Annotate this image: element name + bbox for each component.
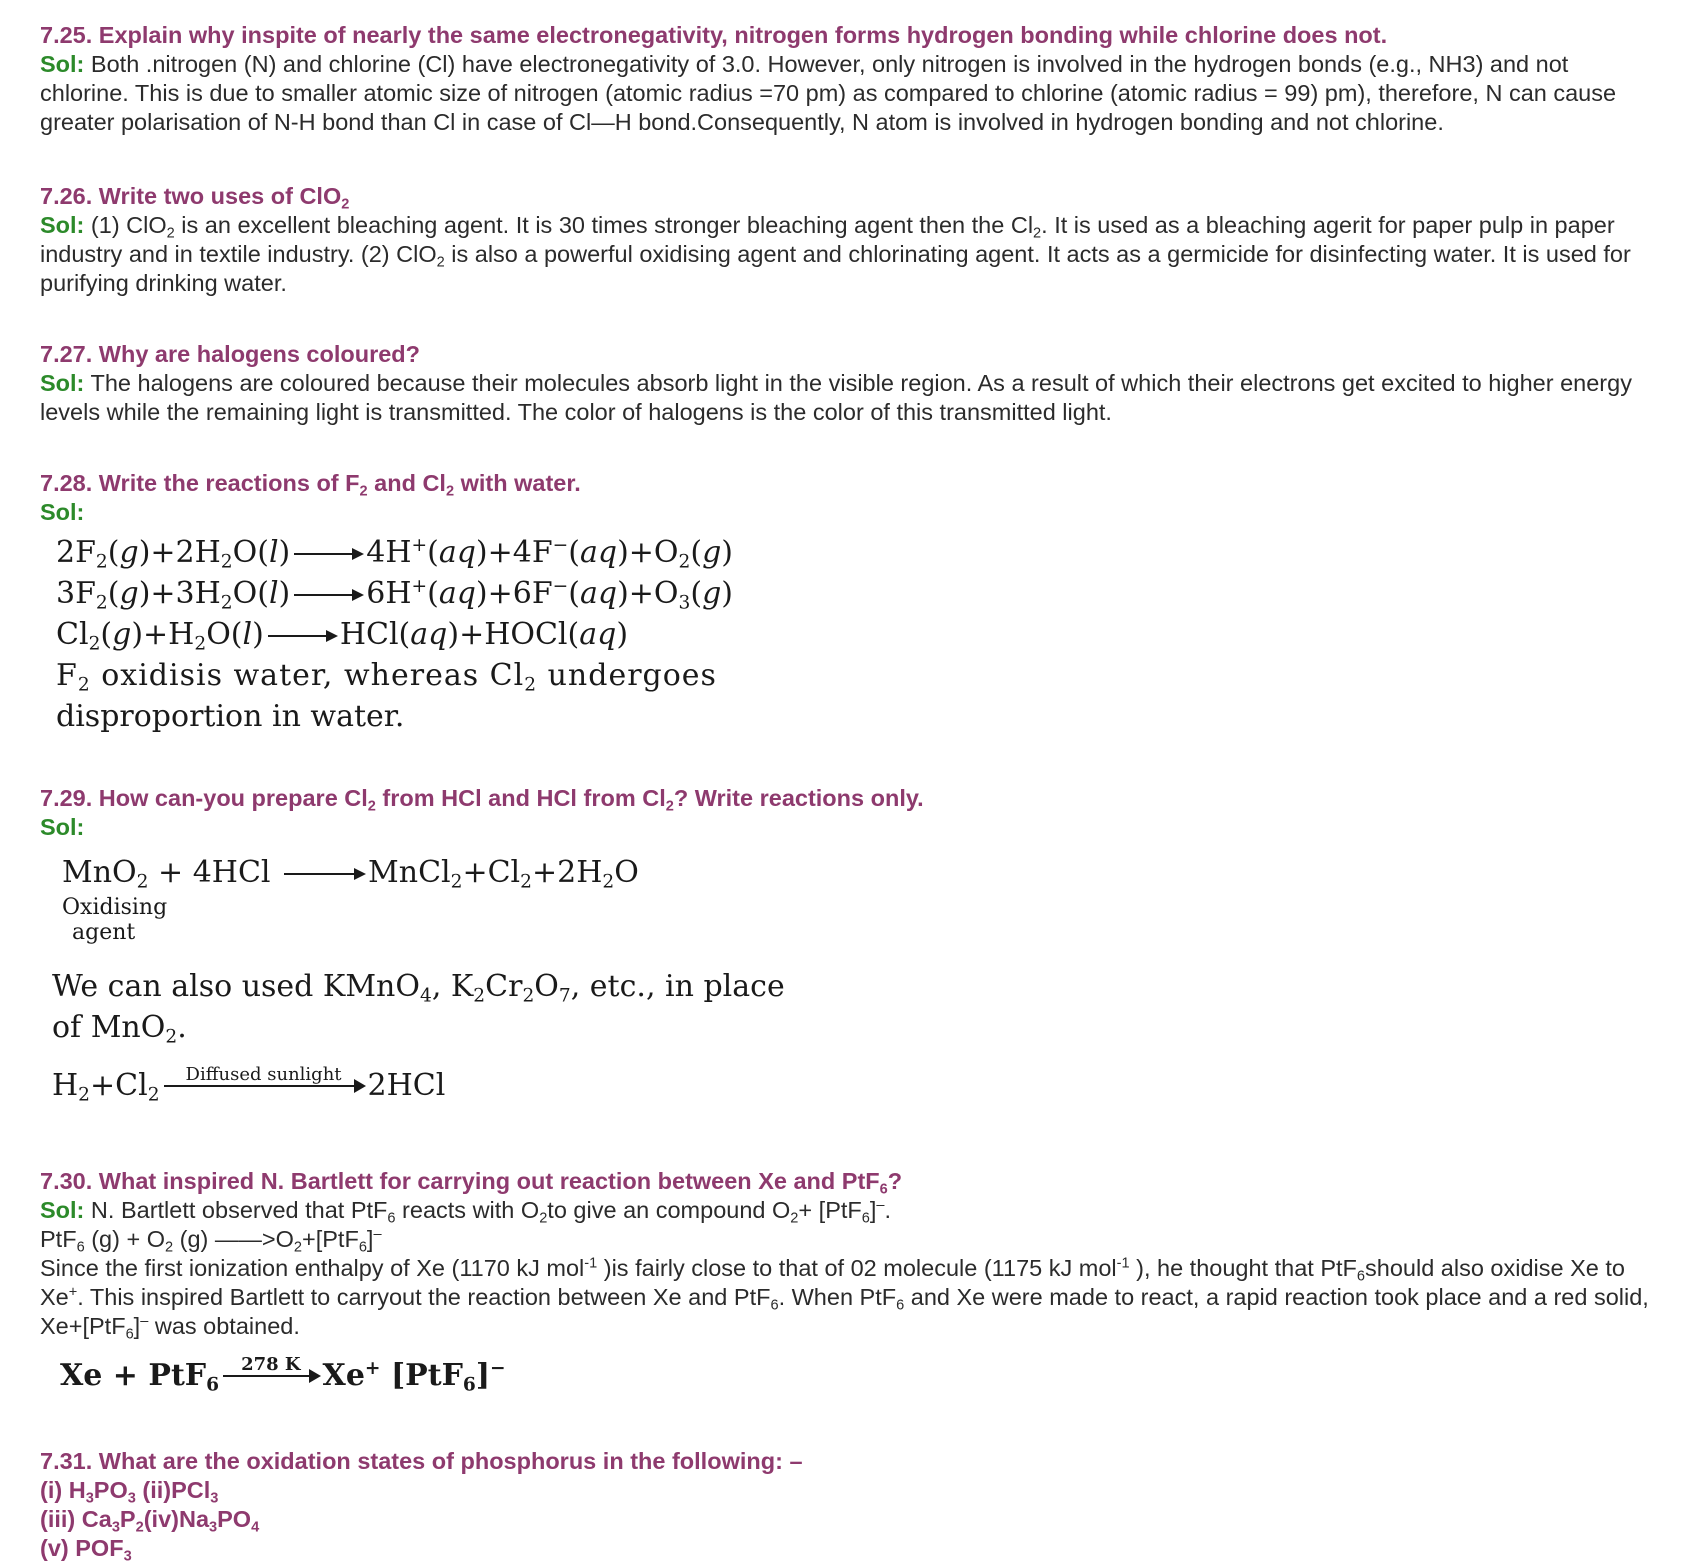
alt-line-1: We can also used KMnO$_4$, $K_2Cr_2O_7$, etc., in place [52,969,785,1007]
alt-line-2: of MnO$_2$. [52,1010,187,1048]
answer-text: Sol: The halogens are coloured because their molecules absorb light in the visible region. As a result of which their electrons get excited to higher energy levels while the remaining light is transmitted. The color of halogens is the color of this transmitted light. [40,370,1632,425]
question-7-27 [40,340,1660,427]
compounds-line-2: (iii) $Ca_3P_2(iv)Na_3PO_4$ [40,1506,260,1536]
question-title: 7.29. How can-you prepare $Cl_2$ from HCl and HCl from $Cl_2$? Write reactions only. [40,785,924,815]
reaction-h2-cl2 [52,1065,445,1106]
question-title: 7.26. Write two uses of ClO$_2$ [40,183,350,213]
answer-paragraph: Since the first ionization enthalpy of Xe (1170 kJ mol$^{-1}$ )is fairly close to that of 02 molecule (1175 kJ mol$^{-1}$ ), he thought that PtF$_6$should also oxidise Xe to Xe+. This inspired Bartlett to carryout the reaction between Xe and PtF$_6$. When PtF$_6$ and Xe were made to react, a rapid reaction took place and a red solid, Xe+[PtF$_6$]– was obtained. [40,1255,1649,1343]
question-7-25 [40,21,1660,137]
equation-1: $2F_2(g)+2H_2O(l)$ $4H^+(aq)+4F^-(aq)+O_2(g)$ [56,534,734,573]
compounds-line-1: (i) $H_3PO_3$ (ii)PCl$_3$ [40,1477,219,1507]
arrow-condition: 278 K [241,1354,301,1375]
sol-label: Sol: [40,212,85,238]
sol-label: Sol: [40,499,85,525]
sol-label: Sol: [40,370,85,396]
question-title: 7.27. Why are halogens coloured? [40,341,421,367]
equation-hcl: $H_2+Cl_2$ Diffused sunlight 2HCl [52,1064,446,1106]
reaction-mno2-hcl [62,852,639,945]
note-line-1: $F_2$ oxidisis water, whereas $Cl_2$ undergoes [56,658,717,696]
question-title: 7.28. Write the reactions of $F_2$ and $Cl_2$ with water. [40,470,581,500]
answer-text: Sol: (1) ClO$_2$ is an excellent bleaching agent. It is 30 times stronger bleaching agent then the $Cl_2$. It is used as a bleaching agerit for paper pulp in paper industry and in textile industry. (2) ClO$_2$ is also a powerful oxidising agent and chlorinating agent. It acts as a germicide for disinfecting water. It is used for purifying drinking water. [40,212,1631,296]
question-7-29 [40,784,1660,842]
answer-line-2: PtF$_6$ $(g) + O_2$ (g) $——>O_2+[PtF_6]^-$ [40,1226,382,1256]
question-7-31 [40,1447,1660,1563]
arrow-condition: Diffused sunlight [185,1064,342,1085]
answer-line-1: Sol: N. Bartlett observed that PtF$_6$ reacts with $O_2to$ give an compound $O_2+ [PtF_6]^-$. [40,1197,892,1227]
question-title: 7.30. What inspired N. Bartlett for carrying out reaction between Xe and PtF$_6$? [40,1168,903,1198]
equation-2: $3F_2(g)+3H_2O(l)$ $6H^+(aq)+6F^-(aq)+O_3(g)$ [56,575,734,614]
answer-text: Sol: Both .nitrogen (N) and chlorine (Cl) have electronegativity of 3.0. However, only nitrogen is involved in the hydrogen bonds (e.g., NH3) and not chlorine. This is due to smaller atomic size of nitrogen (atomic radius =70 pm) as compared to chlorine (atomic radius = 99) pm), therefore, N can cause greater polarisation of N-H bond than Cl in case of Cl—H bond.Consequently, N atom is involved in hydrogen bonding and not chlorine. [40,51,1617,135]
reactions-fluorine-chlorine-water [56,532,733,737]
equation-xe: Xe + PtF$_6$ 278 K Xe+ [PtF$_6$]− [60,1354,506,1396]
equation-mno2: MnO$_2$ + 4HCl $MnCl_2+Cl_2+2H_2O$ [62,855,639,893]
sol-label: Sol: [40,51,85,77]
compounds-line-3: (v) $POF_3$ [40,1535,132,1564]
question-7-26 [40,182,1660,298]
oxidising-label: Oxidising [62,895,168,920]
question-7-28 [40,469,1660,527]
note-line-2: disproportion in water. [56,699,405,734]
question-title: 7.31. What are the oxidation states of phosphorus in the following: – [40,1448,803,1474]
question-7-30 [40,1167,1660,1341]
agent-label: agent [72,920,136,945]
sol-label: Sol: [40,1197,85,1223]
alternative-oxidants [52,966,785,1048]
question-title: 7.25. Explain why inspite of nearly the same electronegativity, nitrogen forms hydrogen bonding while chlorine does not. [40,22,1388,48]
sol-label: Sol: [40,814,85,840]
reaction-xe-ptf6 [60,1355,506,1396]
equation-3: $Cl_2(g)+H_2O(l)$ HCl(aq)+HOCl(aq) [56,617,629,655]
